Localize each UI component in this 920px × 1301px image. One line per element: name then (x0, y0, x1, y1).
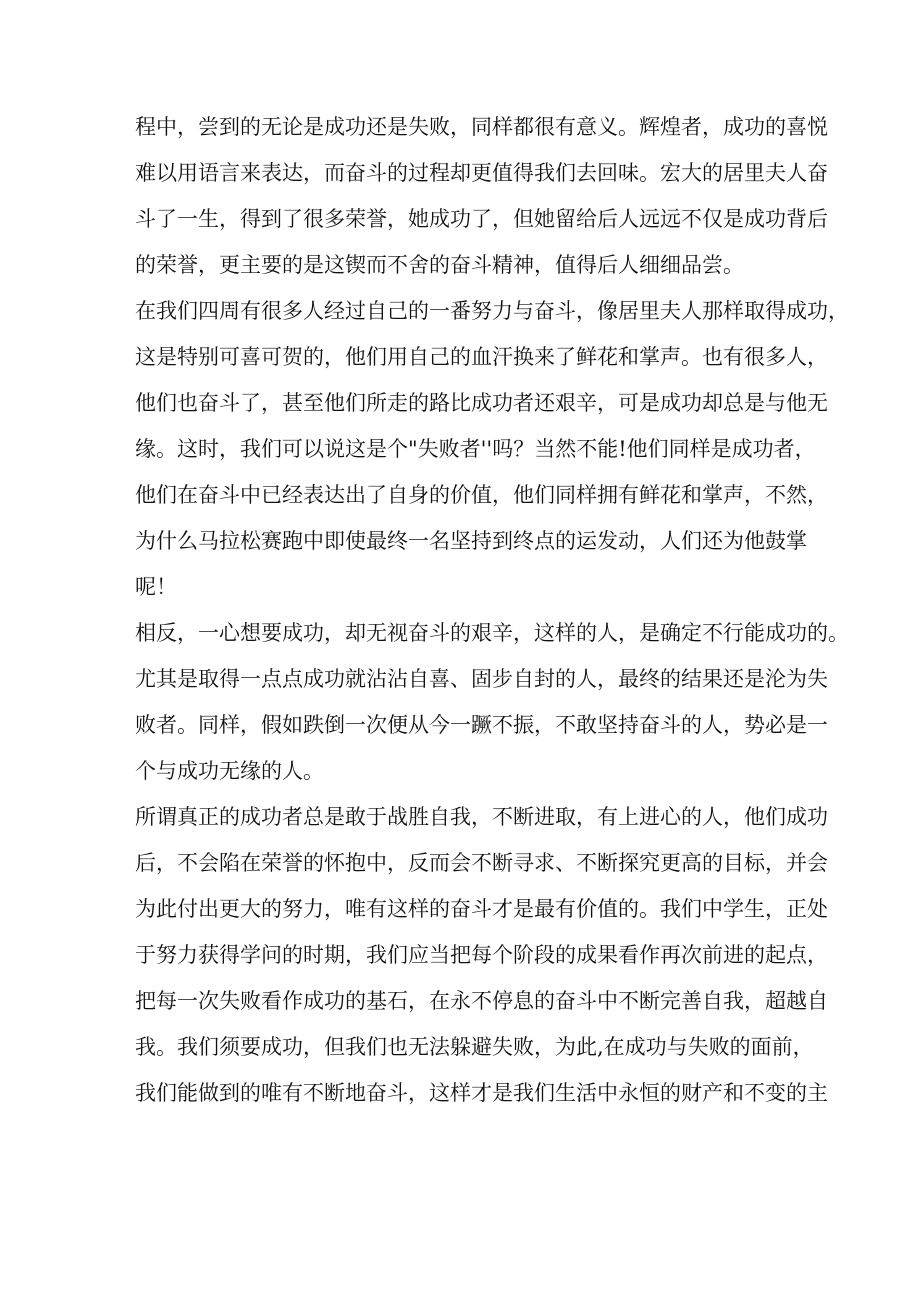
text-line: 我。我们须要成功，但我们也无法躲避失败，为此,在成功与失败的面前， (135, 1035, 814, 1059)
text-line: 为此付出更大的努力，唯有这样的奋斗才是最有价值的。我们中学生，正处 (135, 897, 828, 921)
paragraph-2 (135, 288, 849, 610)
text-line: 把每一次失败看作成功的基石，在永不停息的奋斗中不断完善自我，超越自 (135, 989, 828, 1013)
text-line: 程中，尝到的无论是成功还是失败，同样都很有意义。辉煌者，成功的喜悦 (135, 115, 828, 139)
paragraph-3 (135, 610, 849, 794)
text-line: 他们也奋斗了，甚至他们所走的路比成功者还艰辛，可是成功却总是与他无 (135, 391, 828, 415)
text-line: 在我们四周有很多人经过自己的一番努力与奋斗，像居里夫人那样取得成功， (135, 299, 849, 323)
text-line: 个与成功无缘的人。 (135, 759, 324, 783)
paragraph-4 (135, 794, 828, 1116)
text-line: 败者。同样，假如跌倒一次便从今一蹶不振，不敢坚持奋斗的人，势必是一 (135, 713, 828, 737)
text-line: 斗了一生，得到了很多荣誉，她成功了，但她留给后人远远不仅是成功背后 (135, 207, 828, 231)
text-line: 缘。这时，我们可以说这是个"失败者''吗？当然不能!他们同样是成功者， (135, 437, 816, 461)
text-line: 他们在奋斗中已经表达出了自身的价值，他们同样拥有鲜花和掌声，不然， (135, 483, 828, 507)
document-body (135, 104, 849, 1116)
text-line: 我们能做到的唯有不断地奋斗，这样才是我们生活中永恒的财产和不变的主 (135, 1081, 828, 1105)
text-line: 相反，一心想要成功，却无视奋斗的艰辛，这样的人，是确定不行能成功的。 (135, 621, 849, 645)
text-line: 的荣誉，更主要的是这锲而不舍的奋斗精神，值得后人细细品尝。 (135, 253, 744, 277)
text-line: 这是特别可喜可贺的，他们用自己的血汗换来了鲜花和掌声。也有很多人， (135, 345, 828, 369)
text-line: 后，不会陷在荣誉的怀抱中，反而会不断寻求、不断探究更高的目标，并会 (135, 851, 828, 875)
text-line: 尤其是取得一点点成功就沾沾自喜、固步自封的人，最终的结果还是沦为失 (135, 667, 828, 691)
text-line: 所谓真正的成功者总是敢于战胜自我，不断进取，有上进心的人，他们成功 (135, 805, 828, 829)
text-line: 难以用语言来表达，而奋斗的过程却更值得我们去回味。宏大的居里夫人奋 (135, 161, 828, 185)
text-line: 于努力获得学问的时期，我们应当把每个阶段的成果看作再次前进的起点， (135, 943, 828, 967)
text-line: 为什么马拉松赛跑中即使最终一名坚持到终点的运发动，人们还为他鼓掌 (135, 529, 807, 553)
paragraph-1 (135, 104, 828, 288)
text-line: 呢！ (135, 575, 177, 599)
